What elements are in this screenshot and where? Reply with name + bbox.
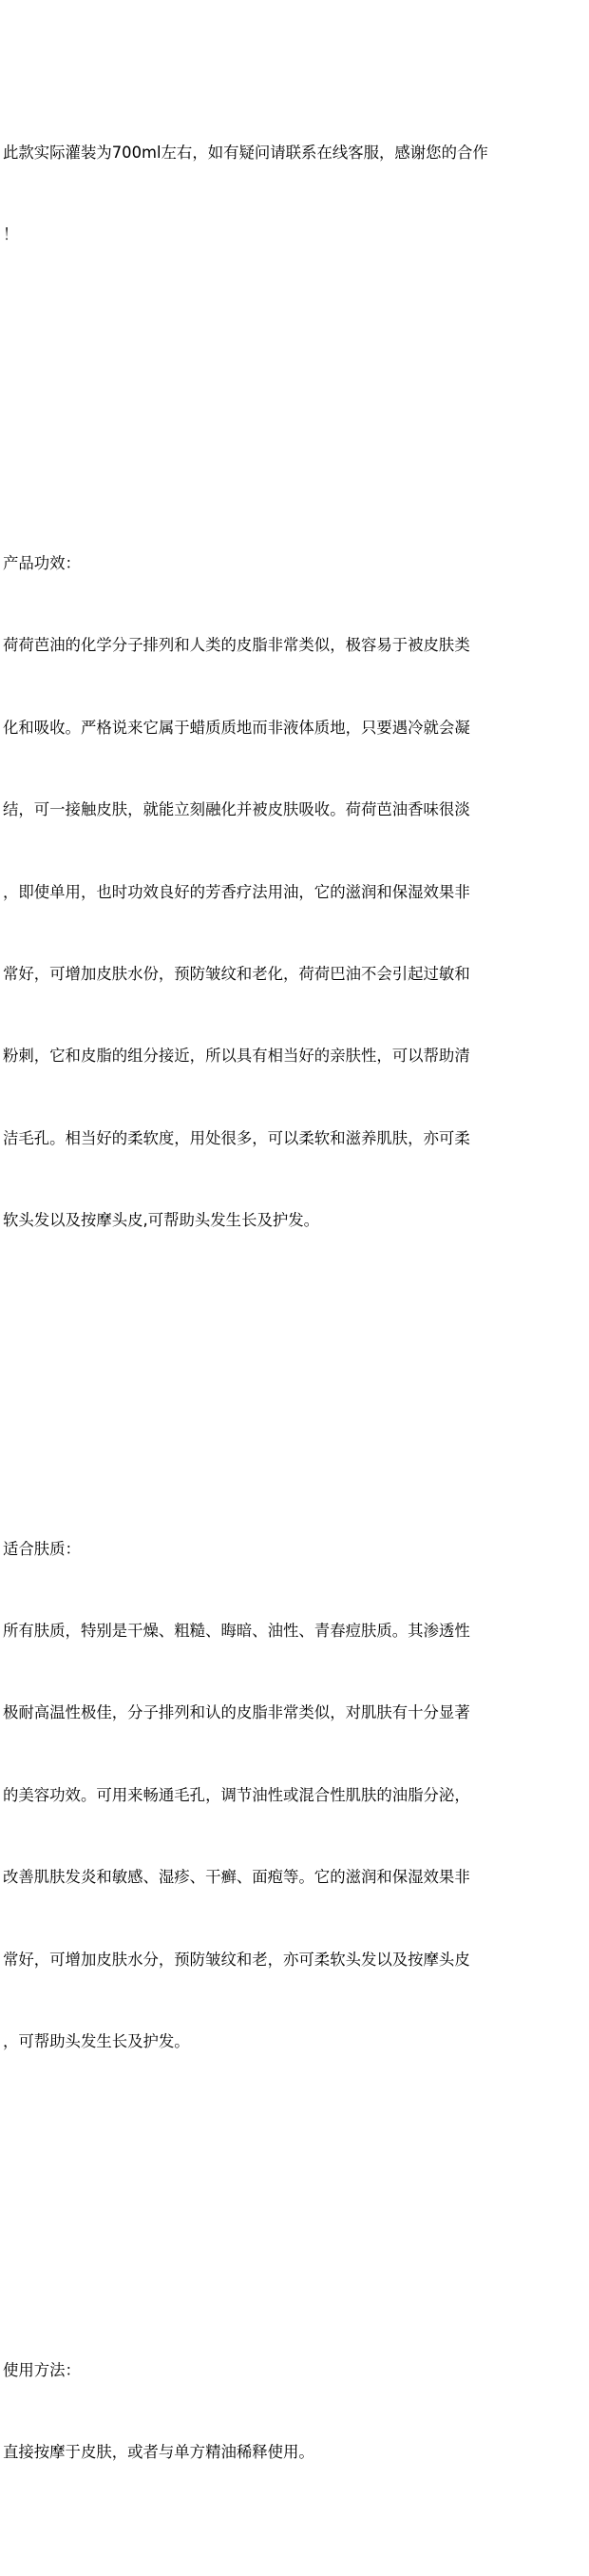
notice-section xyxy=(3,85,584,303)
skin-types-line: 改善肌肤发炎和敏感、湿疹、干癣、面疱等。它的滋润和保湿效果非 xyxy=(3,1868,470,1887)
efficacy-line: 结，可一接触皮肤，就能立刻融化并被皮肤吸收。荷荷芭油香味很淡 xyxy=(3,800,470,819)
skin-types-line: ，可帮助头发生长及护发。 xyxy=(3,2031,190,2050)
efficacy-section xyxy=(3,495,584,1289)
skin-types-section xyxy=(3,1481,584,2110)
paragraph-spacer xyxy=(3,386,584,413)
skin-types-line: 极耐高温性极佳，分子排列和认的皮脂非常类似，对肌肤有十分显著 xyxy=(3,1703,470,1722)
efficacy-line: ，即使单用，也时功效良好的芳香疗法用油，它的滋润和保湿效果非 xyxy=(3,882,470,901)
efficacy-line: 荷荷芭油的化学分子排列和人类的皮脂非常类似，极容易于被皮肤类 xyxy=(3,636,470,655)
paragraph-spacer xyxy=(3,2193,584,2220)
product-description-document xyxy=(3,3,584,2576)
efficacy-line: 粉刺，它和皮脂的组分接近，所以具有相当好的亲肤性，可以帮助清 xyxy=(3,1047,470,1066)
efficacy-line: 化和吸收。严格说来它属于蜡质质地而非液体质地，只要遇冷就会凝 xyxy=(3,718,470,737)
efficacy-line: 软头发以及按摩头皮,可帮助头发生长及护发。 xyxy=(3,1211,320,1230)
notice-line: 此款实际灌装为700ml左右，如有疑问请联系在线客服，感谢您的合作 xyxy=(3,143,488,162)
usage-line: 直接按摩于皮肤，或者与单方精油稀释使用。 xyxy=(3,2442,314,2461)
efficacy-line: 常好，可增加皮肤水份，预防皱纹和老化，荷荷巴油不会引起过敏和 xyxy=(3,964,470,983)
usage-section xyxy=(3,2302,584,2521)
notice-line: ！ xyxy=(3,225,19,244)
paragraph-spacer xyxy=(3,1372,584,1399)
usage-heading: 使用方法： xyxy=(3,2360,81,2379)
skin-types-line: 的美容功效。可用来畅通毛孔，调节油性或混合性肌肤的油脂分泌， xyxy=(3,1785,470,1804)
skin-types-heading: 适合肤质： xyxy=(3,1539,81,1558)
skin-types-line: 常好，可增加皮肤水分，预防皱纹和老，亦可柔软头发以及按摩头皮 xyxy=(3,1950,470,1969)
skin-types-line: 所有肤质，特别是干燥、粗糙、晦暗、油性、青春痘肤质。其渗透性 xyxy=(3,1622,470,1641)
efficacy-heading: 产品功效： xyxy=(3,553,81,572)
efficacy-line: 洁毛孔。相当好的柔软度，用处很多，可以柔软和滋养肌肤，亦可柔 xyxy=(3,1128,470,1147)
